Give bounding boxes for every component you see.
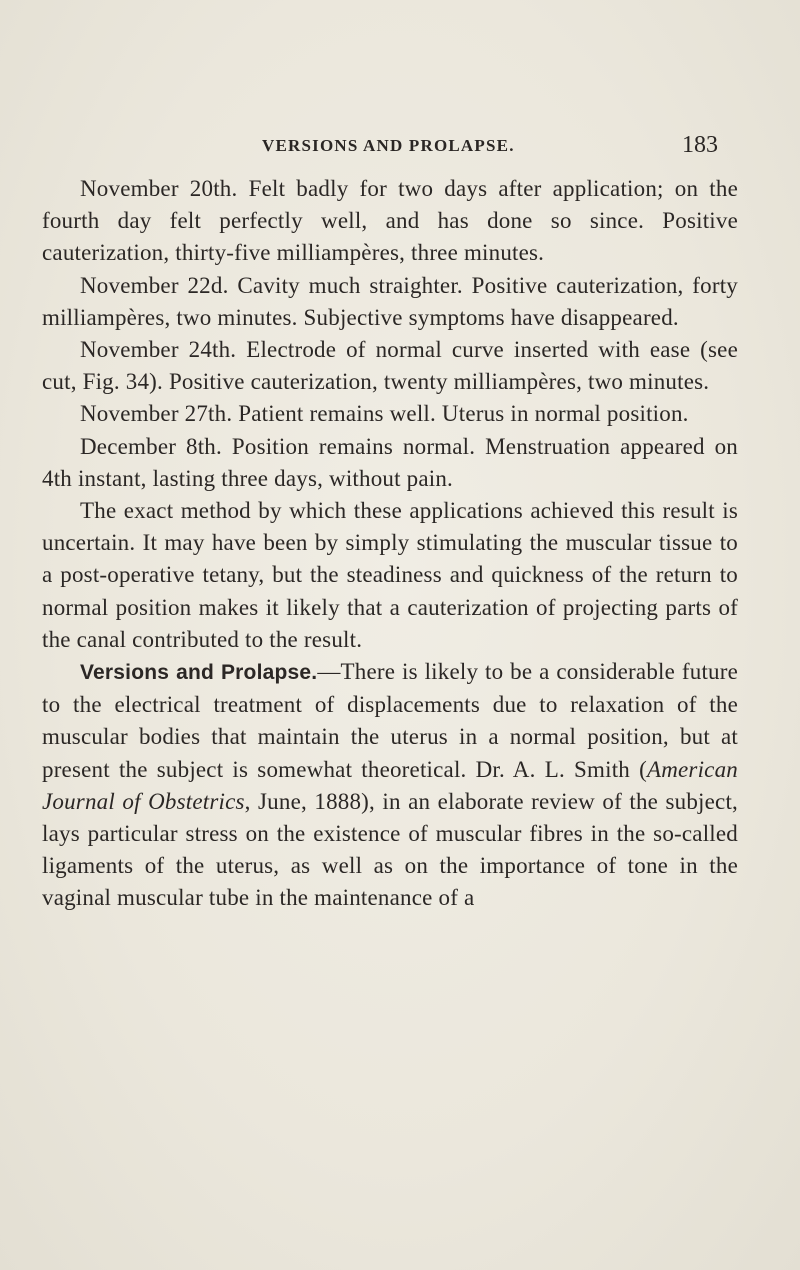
entry-paragraph xyxy=(42,431,738,495)
section-text-2: , June, 1888), in an elaborate review of the subject, lays particular stress on the existence of muscular fibres in the so-called ligaments of the uterus, as well as on the importance of tone in the vaginal muscular tube in the maintenance of a xyxy=(42,788,738,911)
section-heading: Versions and Prolapse. xyxy=(80,661,318,685)
entry-text: Cavity much straighter. Positive cauterization, forty milliampères, two minutes. Subjective symptoms have disappeared. xyxy=(42,272,738,330)
entry-text: Felt badly for two days after application; on the fourth day felt perfectly well, and has done so since. Positive cauterization, thirty-five milliampères, three minutes. xyxy=(42,176,738,266)
running-head: VERSIONS AND PROLAPSE. xyxy=(262,136,515,155)
entry-text: Position remains normal. Menstruation appeared on 4th instant, lasting three days, without pain. xyxy=(42,433,739,491)
entry-date: December 8th. xyxy=(80,433,222,459)
entry-paragraph xyxy=(42,334,738,398)
entry-date: November 22d. xyxy=(80,272,229,298)
section-text-1: —There is likely to be a considerable future to the electrical treatment of displacements due to relaxation of the muscular bodies that maintain the uterus in a normal position, but at present the subject is somewhat theoretical. Dr. A. L. Smith ( xyxy=(42,659,738,782)
entry-paragraph xyxy=(42,270,738,334)
entry-text: Electrode of normal curve inserted with ease (see cut, Fig. 34). Positive cauterization, twenty milliampères, two minutes. xyxy=(42,337,738,395)
entry-date: November 27th. xyxy=(80,401,233,427)
page-number: 183 xyxy=(682,132,718,158)
entry-paragraph xyxy=(42,398,738,430)
discussion-paragraph: The exact method by which these applications achieved this result is uncertain. It may have been by simply stimulating the muscular tissue to a post-operative tetany, but the steadiness and quickness of the return to normal position makes it likely that a cauterization of projecting parts of the canal contributed to the result. xyxy=(42,498,738,652)
body-text xyxy=(42,173,738,915)
entry-date: November 20th. xyxy=(80,176,238,201)
entry-paragraph xyxy=(42,173,738,270)
entry-date: November 24th. xyxy=(80,337,237,363)
journal-title: American Journal of Obstetrics xyxy=(42,756,738,814)
entry-text: Patient remains well. Uterus in normal position. xyxy=(238,401,689,427)
page-header xyxy=(0,132,800,162)
section-paragraph xyxy=(42,656,738,915)
